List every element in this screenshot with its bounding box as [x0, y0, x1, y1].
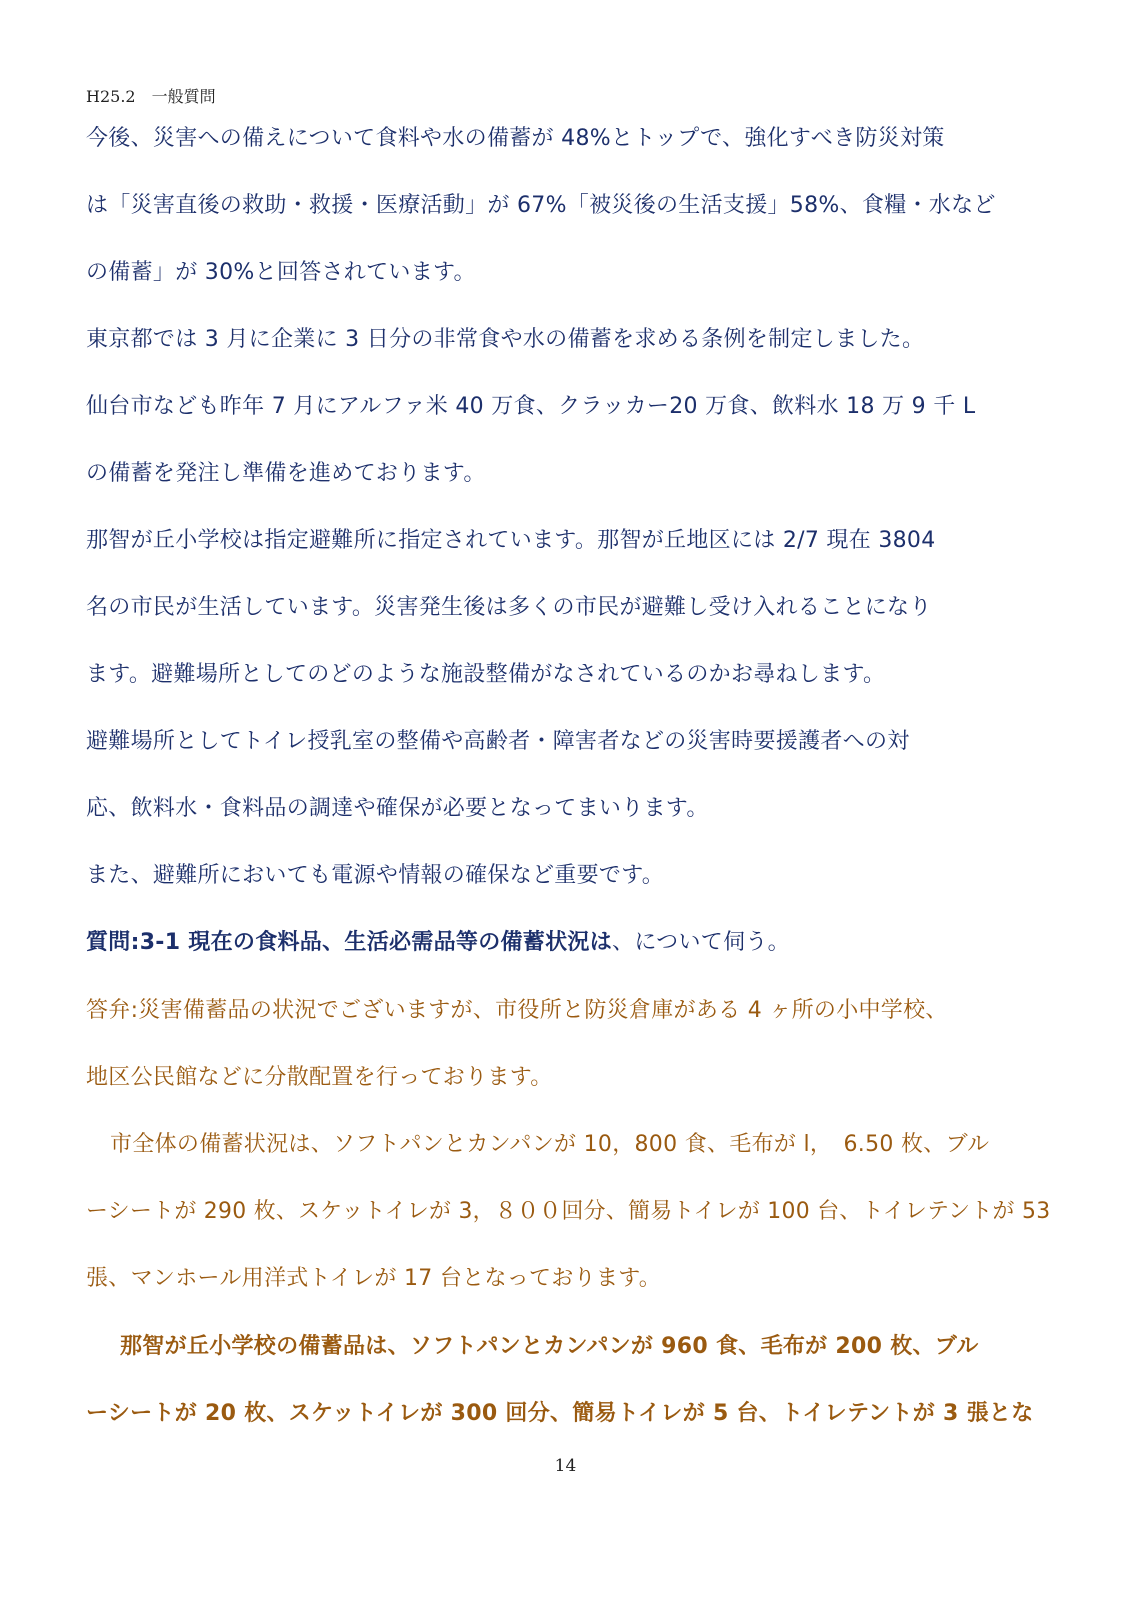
body-line: は「災害直後の救助・救援・医療活動」が 67%「被災後の生活支援」58%、食糧・水など: [86, 193, 996, 218]
body-line: の備蓄」が 30%と回答されています。: [86, 260, 476, 285]
body-line: 那智が丘小学校は指定避難所に指定されています。那智が丘地区には 2/7 現在 3804: [86, 528, 936, 553]
document-header: H25.2 一般質問: [86, 87, 216, 106]
body-line: 応、飲料水・食料品の調達や確保が必要となってまいります。: [86, 796, 709, 821]
body-line: また、避難所においても電源や情報の確保など重要です。: [86, 863, 665, 888]
body-line: 名の市民が生活しています。災害発生後は多くの市民が避難し受け入れることになり: [86, 595, 932, 620]
body-line: の備蓄を発注し準備を進めております。: [86, 461, 486, 486]
answer-bold-line: 那智が丘小学校の備蓄品は、ソフトパンとカンパンが 960 食、毛布が 200 枚、ブル: [120, 1334, 979, 1359]
answer-line: 地区公民館などに分散配置を行っております。: [86, 1065, 553, 1090]
answer-line: 答弁:災害備蓄品の状況でございますが、市役所と防災倉庫がある 4 ヶ所の小中学校、: [86, 998, 948, 1023]
answer-line: 張、マンホール用洋式トイレが 17 台となっております。: [86, 1266, 662, 1291]
question-rest: 、について伺う。: [612, 930, 790, 955]
answer-line: ーシートが 290 枚、スケットイレが 3，８００回分、簡易トイレが 100 台、トイレテントが 53: [86, 1199, 1051, 1224]
page-number: 14: [554, 1456, 577, 1476]
body-line: 今後、災害への備えについて食料や水の備蓄が 48%とトップで、強化すべき防災対策: [86, 126, 945, 151]
answer-line: 市全体の備蓄状況は、ソフトパンとカンパンが 10，800 食、毛布が l， 6.50 枚、ブル: [110, 1132, 990, 1157]
question-line: [86, 928, 790, 958]
body-line: 避難場所としてトイレ授乳室の整備や高齢者・障害者などの災害時要援護者への対: [86, 729, 910, 754]
body-line: 仙台市なども昨年 7 月にアルファ米 40 万食、クラッカー20 万食、飲料水 18 万 9 千 L: [86, 394, 976, 419]
answer-bold-line: ーシートが 20 枚、スケットイレが 300 回分、簡易トイレが 5 台、トイレテントが 3 張とな: [86, 1401, 1034, 1426]
body-line: ます。避難場所としてのどのような施設整備がなされているのかお尋ねします。: [86, 662, 886, 687]
body-line: 東京都では 3 月に企業に 3 日分の非常食や水の備蓄を求める条例を制定しました。: [86, 327, 925, 352]
question-label: 質問:3-1 現在の食料品、生活必需品等の備蓄状況は: [86, 930, 613, 955]
